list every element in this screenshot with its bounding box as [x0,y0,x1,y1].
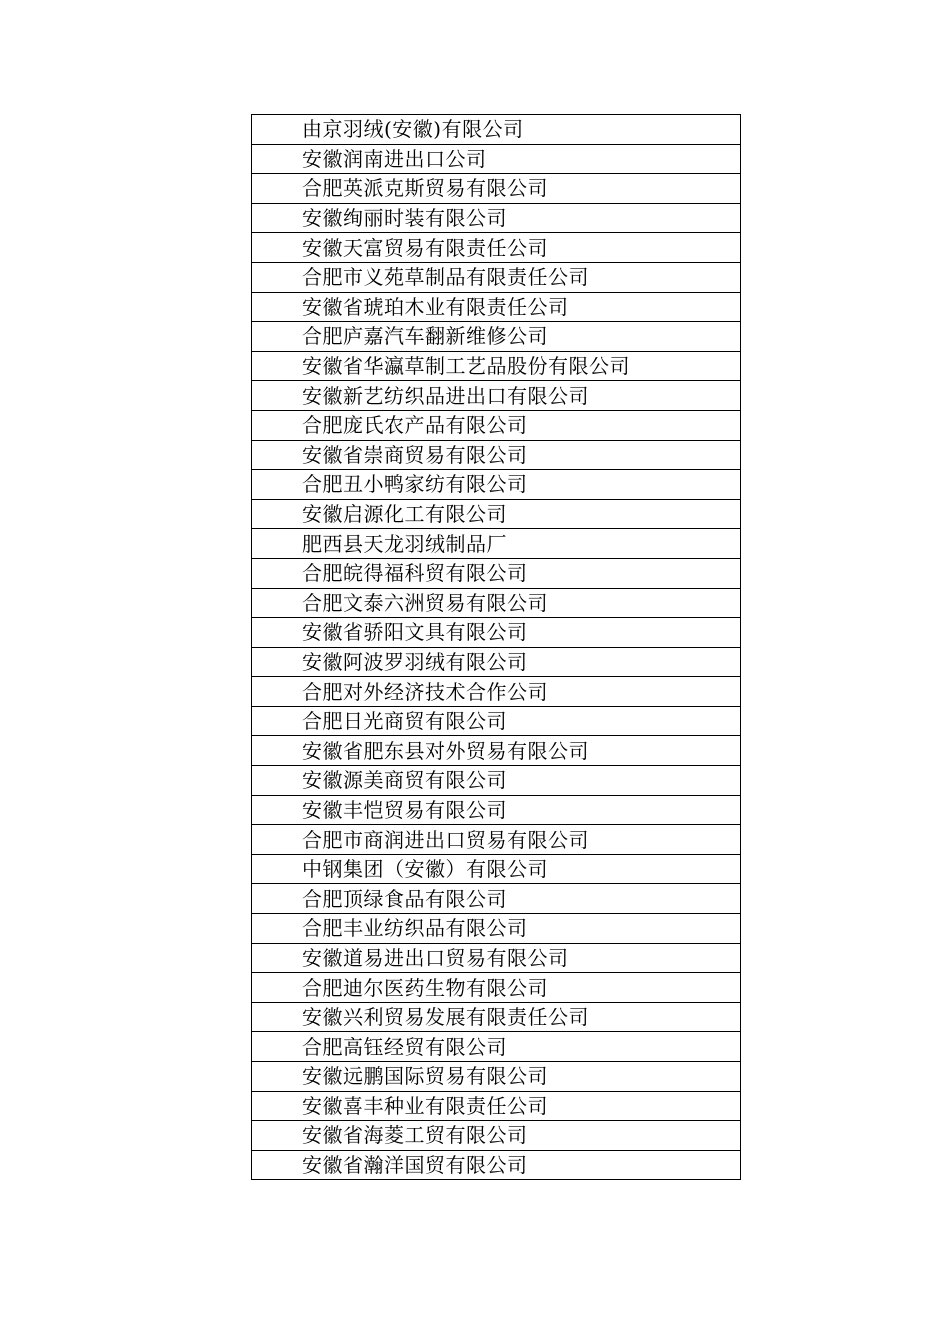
company-name-cell: 安徽丰恺贸易有限公司 [252,795,741,825]
company-name-cell: 安徽天富贸易有限责任公司 [252,233,741,263]
table-row [252,647,741,677]
company-name-cell: 安徽省肥东县对外贸易有限公司 [252,736,741,766]
company-name-cell: 由京羽绒(安徽)有限公司 [252,115,741,145]
table-row [252,203,741,233]
company-name-cell: 合肥丰业纺织品有限公司 [252,914,741,944]
table-row [252,115,741,145]
table-row [252,825,741,855]
company-name-cell: 安徽省海菱工贸有限公司 [252,1121,741,1151]
company-name-cell: 安徽绚丽时装有限公司 [252,203,741,233]
table-row [252,677,741,707]
company-name-cell: 安徽润南进出口公司 [252,144,741,174]
company-name-cell: 安徽省瀚洋国贸有限公司 [252,1150,741,1180]
company-name-cell: 安徽兴利贸易发展有限责任公司 [252,1002,741,1032]
company-name-cell: 合肥皖得福科贸有限公司 [252,558,741,588]
company-name-cell: 肥西县天龙羽绒制品厂 [252,529,741,559]
company-name-cell: 合肥顶绿食品有限公司 [252,884,741,914]
table-row [252,618,741,648]
table-row [252,854,741,884]
table-row [252,292,741,322]
company-name-cell: 合肥文泰六洲贸易有限公司 [252,588,741,618]
company-name-cell: 合肥庐嘉汽车翻新维修公司 [252,322,741,352]
table-row [252,322,741,352]
company-name-cell: 安徽省华瀛草制工艺品股份有限公司 [252,351,741,381]
table-row [252,1062,741,1092]
company-name-cell: 安徽远鹏国际贸易有限公司 [252,1062,741,1092]
table-row [252,766,741,796]
company-name-cell: 合肥丑小鸭家纺有限公司 [252,470,741,500]
table-row [252,943,741,973]
company-name-cell: 合肥对外经济技术合作公司 [252,677,741,707]
table-row [252,351,741,381]
company-name-cell: 安徽源美商贸有限公司 [252,766,741,796]
table-row [252,499,741,529]
table-row [252,440,741,470]
company-name-cell: 安徽阿波罗羽绒有限公司 [252,647,741,677]
table-row [252,706,741,736]
table-row [252,588,741,618]
table-row [252,470,741,500]
table-row [252,558,741,588]
table-row [252,736,741,766]
company-rows [252,115,741,1180]
company-name-cell: 合肥日光商贸有限公司 [252,706,741,736]
table-row [252,144,741,174]
company-name-cell: 安徽省琥珀木业有限责任公司 [252,292,741,322]
company-name-cell: 安徽启源化工有限公司 [252,499,741,529]
company-name-cell: 合肥高钰经贸有限公司 [252,1032,741,1062]
company-table [251,114,741,1180]
company-name-cell: 安徽喜丰种业有限责任公司 [252,1091,741,1121]
table-row [252,381,741,411]
table-row [252,973,741,1003]
company-name-cell: 合肥英派克斯贸易有限公司 [252,174,741,204]
company-name-cell: 安徽省骄阳文具有限公司 [252,618,741,648]
table-row [252,1150,741,1180]
company-name-cell: 合肥迪尔医药生物有限公司 [252,973,741,1003]
table-row [252,1121,741,1151]
company-name-cell: 合肥市商润进出口贸易有限公司 [252,825,741,855]
company-name-cell: 安徽新艺纺织品进出口有限公司 [252,381,741,411]
table-row [252,1091,741,1121]
company-name-cell: 合肥市义苑草制品有限责任公司 [252,262,741,292]
table-row [252,410,741,440]
table-row [252,233,741,263]
table-row [252,1002,741,1032]
table-row [252,1032,741,1062]
company-name-cell: 合肥庞氏农产品有限公司 [252,410,741,440]
table-row [252,174,741,204]
company-name-cell: 安徽道易进出口贸易有限公司 [252,943,741,973]
table-row [252,914,741,944]
table-row [252,262,741,292]
table-row [252,884,741,914]
table-row [252,795,741,825]
company-name-cell: 中钢集团（安徽）有限公司 [252,854,741,884]
table-row [252,529,741,559]
company-name-cell: 安徽省崇商贸易有限公司 [252,440,741,470]
